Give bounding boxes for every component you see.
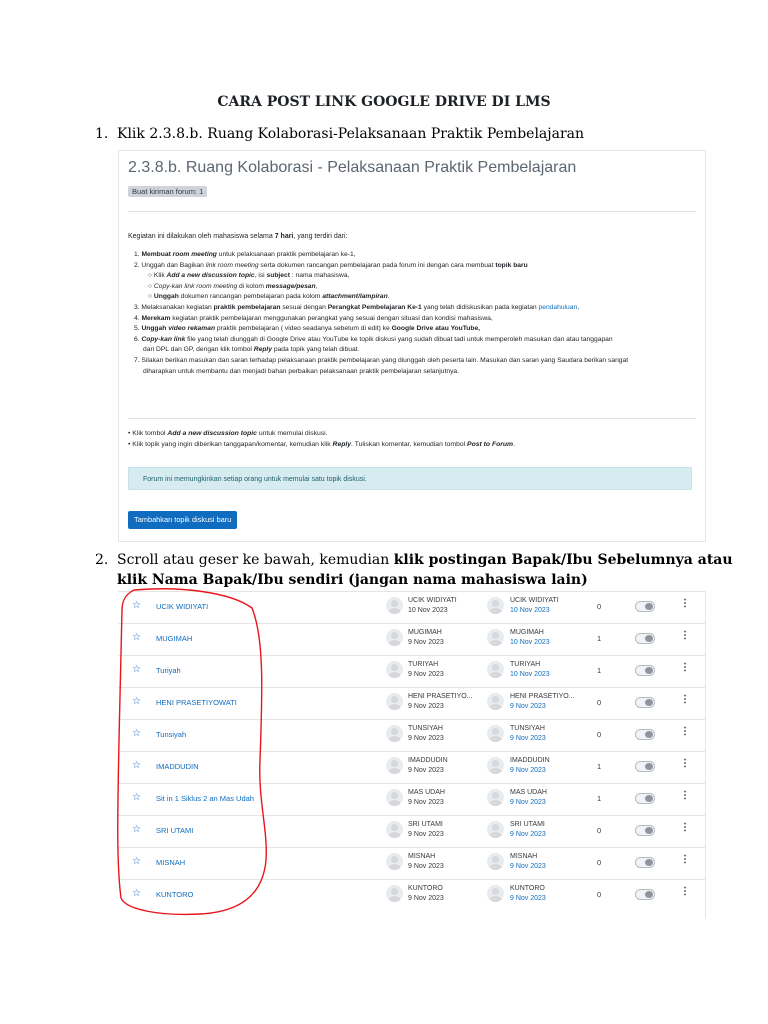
kebab-menu-icon[interactable]: ⋮	[680, 694, 690, 705]
avatar	[487, 853, 504, 870]
last-post-name: HENI PRASETIYO...	[510, 693, 575, 700]
kebab-menu-icon[interactable]: ⋮	[680, 630, 690, 641]
avatar	[487, 757, 504, 774]
discussion-row[interactable]	[118, 719, 705, 751]
topic-link[interactable]: SRI UTAMI	[156, 826, 194, 835]
last-post-name: TURIYAH	[510, 661, 541, 668]
star-icon[interactable]: ☆	[132, 856, 141, 867]
instruction-list	[134, 250, 628, 377]
subscribe-toggle[interactable]	[635, 889, 655, 900]
discussion-row[interactable]	[118, 783, 705, 815]
author-name: MISNAH	[408, 853, 436, 860]
reply-count: 0	[597, 826, 602, 835]
author-name: KUNTORO	[408, 885, 443, 892]
avatar	[487, 661, 504, 678]
reply-count: 0	[597, 698, 602, 707]
author-date: 9 Nov 2023	[408, 799, 444, 806]
avatar	[386, 821, 403, 838]
topic-link[interactable]: HENI PRASETIYOWATI	[156, 698, 237, 707]
list-item: ○ Unggah dokumen rancangan pembelajaran pada kolom attachment/lampiran.	[148, 293, 390, 301]
last-post-name: IMADDUDIN	[510, 757, 550, 764]
discussion-row[interactable]	[118, 655, 705, 687]
list-item: 4. Merekam kegiatan praktik pembelajaran menggunakan perangkat yang sesuai dengan situasi dan kondisi mahasiswa,	[134, 314, 493, 322]
last-post-date-link[interactable]: 9 Nov 2023	[510, 799, 546, 806]
subscribe-toggle[interactable]	[635, 697, 655, 708]
reply-count: 1	[597, 634, 602, 643]
subscribe-toggle[interactable]	[635, 665, 655, 676]
list-item: 5. Unggah video rekaman praktik pembelajaran ( video seadanya sebelum di edit) ke Google Drive atau YouTube,	[134, 325, 481, 333]
last-post-date-link[interactable]: 9 Nov 2023	[510, 895, 546, 902]
kebab-menu-icon[interactable]: ⋮	[680, 790, 690, 801]
subscribe-toggle[interactable]	[635, 825, 655, 836]
author-date: 9 Nov 2023	[408, 671, 444, 678]
discussion-list	[118, 591, 706, 919]
topic-link[interactable]: MISNAH	[156, 858, 186, 867]
reply-count: 0	[597, 890, 602, 899]
forum-intro: Kegiatan ini dilakukan oleh mahasiswa selama 7 hari, yang terdiri dari:	[128, 233, 348, 240]
reply-count: 1	[597, 666, 602, 675]
last-post-name: MUGIMAH	[510, 629, 544, 636]
star-icon[interactable]: ☆	[132, 792, 141, 803]
list-item: 3. Melaksanakan kegiatan praktik pembelajaran sesuai dengan Perangkat Pembelajaran Ke-1 yang telah didiskusikan pada kegiatan pendahuluan,	[134, 303, 580, 311]
divider	[128, 418, 696, 419]
author-name: HENI PRASETIYO...	[408, 693, 473, 700]
author-date: 9 Nov 2023	[408, 863, 444, 870]
list-item: diharapkan untuk membantu dan menjadi bahan perbaikan pelaksanaan praktik pembelajaran selanjutnya.	[143, 367, 460, 375]
last-post-name: UCIK WIDIYATI	[510, 597, 559, 604]
kebab-menu-icon[interactable]: ⋮	[680, 854, 690, 865]
star-icon[interactable]: ☆	[132, 600, 141, 611]
topic-link[interactable]: UCIK WIDIYATI	[156, 602, 209, 611]
bullet-2: • Klik topik yang ingin diberikan tanggapan/komentar, kemudian klik Reply. Tuliskan komentar, kemudian tombol Post to Forum.	[128, 441, 515, 448]
list-item: ○ Klik Add a new discussion topic, isi subject : nama mahasiswa,	[148, 272, 350, 280]
avatar	[487, 821, 504, 838]
avatar	[487, 725, 504, 742]
avatar	[386, 789, 403, 806]
reply-count: 0	[597, 858, 602, 867]
discussion-row[interactable]	[118, 687, 705, 719]
avatar	[386, 853, 403, 870]
list-item: 1. Membuat room meeting untuk pelaksanaan praktik pembelajaran ke-1,	[134, 251, 356, 258]
avatar	[487, 629, 504, 646]
avatar	[386, 693, 403, 710]
posts-badge: Buat kiriman forum: 1	[128, 186, 207, 197]
step-number: 1.	[95, 126, 109, 142]
author-date: 9 Nov 2023	[408, 735, 444, 742]
author-name: MAS UDAH	[408, 789, 445, 796]
kebab-menu-icon[interactable]: ⋮	[680, 598, 690, 609]
discussion-row[interactable]	[118, 847, 705, 879]
avatar	[386, 629, 403, 646]
last-post-name: SRI UTAMI	[510, 821, 545, 828]
step-number: 2.	[95, 552, 109, 568]
avatar	[386, 757, 403, 774]
topic-link[interactable]: Tunsiyah	[156, 730, 187, 739]
divider	[128, 211, 696, 212]
topic-link[interactable]: KUNTORO	[156, 890, 194, 899]
last-post-date-link[interactable]: 10 Nov 2023	[510, 607, 550, 614]
avatar	[487, 693, 504, 710]
discussion-row[interactable]	[118, 815, 705, 847]
author-date: 9 Nov 2023	[408, 767, 444, 774]
subscribe-toggle[interactable]	[635, 633, 655, 644]
topic-link[interactable]: Turiyah	[156, 666, 181, 675]
last-post-date-link[interactable]: 10 Nov 2023	[510, 639, 550, 646]
star-icon[interactable]: ☆	[132, 824, 141, 835]
subscribe-toggle[interactable]	[635, 601, 655, 612]
list-item: 6. Copy-kan link file yang telah diunggah di Google Drive atau YouTube ke topik diskusi yang sudah dibuat tadi untuk memperoleh masukan dan atau tanggapan	[134, 335, 613, 343]
author-name: SRI UTAMI	[408, 821, 443, 828]
topic-link[interactable]: MUGIMAH	[156, 634, 193, 643]
add-discussion-button[interactable]: Tambahkan topik diskusi baru	[128, 511, 237, 529]
topic-link[interactable]: Sit in 1 Siklus 2 an Mas Udah	[156, 794, 254, 803]
avatar	[487, 597, 504, 614]
author-date: 9 Nov 2023	[408, 639, 444, 646]
reply-count: 1	[597, 762, 602, 771]
star-icon[interactable]: ☆	[132, 760, 141, 771]
kebab-menu-icon[interactable]: ⋮	[680, 886, 690, 897]
author-name: IMADDUDIN	[408, 757, 448, 764]
last-post-name: TUNSIYAH	[510, 725, 545, 732]
forum-notice: Forum ini memungkinkan setiap orang untuk memulai satu topik diskusi.	[128, 467, 692, 490]
last-post-name: MAS UDAH	[510, 789, 547, 796]
last-post-name: KUNTORO	[510, 885, 545, 892]
star-icon[interactable]: ☆	[132, 888, 141, 899]
list-item: 2. Unggah dan Bagikan link room meeting serta dokumen rancangan pembelajaran pada forum ini dengan cara membuat topik baru	[134, 261, 528, 269]
last-post-date-link[interactable]: 9 Nov 2023	[510, 703, 546, 710]
avatar	[487, 885, 504, 902]
avatar	[487, 789, 504, 806]
reply-count: 1	[597, 794, 602, 803]
list-item: dari DPL dan GP, dengan klik tombol Reply pada topik yang telah dibuat.	[143, 346, 360, 354]
step-text: Klik 2.3.8.b. Ruang Kolaborasi-Pelaksanaan Praktik Pembelajaran	[117, 126, 585, 142]
last-post-date-link[interactable]: 9 Nov 2023	[510, 863, 546, 870]
star-icon[interactable]: ☆	[132, 632, 141, 643]
pendahuluan-link[interactable]: pendahuluan	[538, 303, 578, 311]
author-name: TUNSIYAH	[408, 725, 443, 732]
discussion-row[interactable]	[118, 879, 705, 911]
reply-count: 0	[597, 730, 602, 739]
kebab-menu-icon[interactable]: ⋮	[680, 662, 690, 673]
list-item: ○ Copy-kan link room meeting di kolom message/pesan,	[148, 282, 318, 290]
discussion-row[interactable]	[118, 591, 705, 623]
step-text: Scroll atau geser ke bawah, kemudian klik postingan Bapak/Ibu Sebelumnya atau	[117, 552, 733, 568]
star-icon[interactable]: ☆	[132, 664, 141, 675]
kebab-menu-icon[interactable]: ⋮	[680, 758, 690, 769]
last-post-name: MISNAH	[510, 853, 538, 860]
subscribe-toggle[interactable]	[635, 761, 655, 772]
kebab-menu-icon[interactable]: ⋮	[680, 726, 690, 737]
author-date: 9 Nov 2023	[408, 831, 444, 838]
reply-count: 0	[597, 602, 602, 611]
subscribe-toggle[interactable]	[635, 793, 655, 804]
subscribe-toggle[interactable]	[635, 857, 655, 868]
discussion-row[interactable]	[118, 751, 705, 783]
star-icon[interactable]: ☆	[132, 696, 141, 707]
author-name: TURIYAH	[408, 661, 439, 668]
last-post-date-link[interactable]: 9 Nov 2023	[510, 735, 546, 742]
author-date: 10 Nov 2023	[408, 607, 448, 614]
author-date: 9 Nov 2023	[408, 703, 444, 710]
forum-screenshot	[118, 150, 706, 542]
avatar	[386, 725, 403, 742]
author-name: MUGIMAH	[408, 629, 442, 636]
author-name: UCIK WIDIYATI	[408, 597, 457, 604]
bullet-1: • Klik tombol Add a new discussion topic untuk memulai diskusi.	[128, 430, 328, 437]
step-text-line2: klik Nama Bapak/Ibu sendiri (jangan nama mahasiswa lain)	[117, 572, 588, 588]
forum-title: 2.3.8.b. Ruang Kolaborasi - Pelaksanaan Praktik Pembelajaran	[128, 159, 577, 176]
discussion-row[interactable]	[118, 623, 705, 655]
last-post-date-link[interactable]: 9 Nov 2023	[510, 831, 546, 838]
subscribe-toggle[interactable]	[635, 729, 655, 740]
last-post-date-link[interactable]: 10 Nov 2023	[510, 671, 550, 678]
kebab-menu-icon[interactable]: ⋮	[680, 822, 690, 833]
list-item: 7. Silakan berikan masukan dan saran terhadap pelaksanaan praktik pembelajaran yang diunggah oleh peserta lain. Masukan dan saran yang Saudara berikan sangat	[134, 356, 629, 364]
avatar	[386, 597, 403, 614]
topic-link[interactable]: IMADDUDIN	[156, 762, 199, 771]
avatar	[386, 661, 403, 678]
document-title: CARA POST LINK GOOGLE DRIVE DI LMS	[217, 94, 551, 110]
avatar	[386, 885, 403, 902]
star-icon[interactable]: ☆	[132, 728, 141, 739]
last-post-date-link[interactable]: 9 Nov 2023	[510, 767, 546, 774]
author-date: 9 Nov 2023	[408, 895, 444, 902]
